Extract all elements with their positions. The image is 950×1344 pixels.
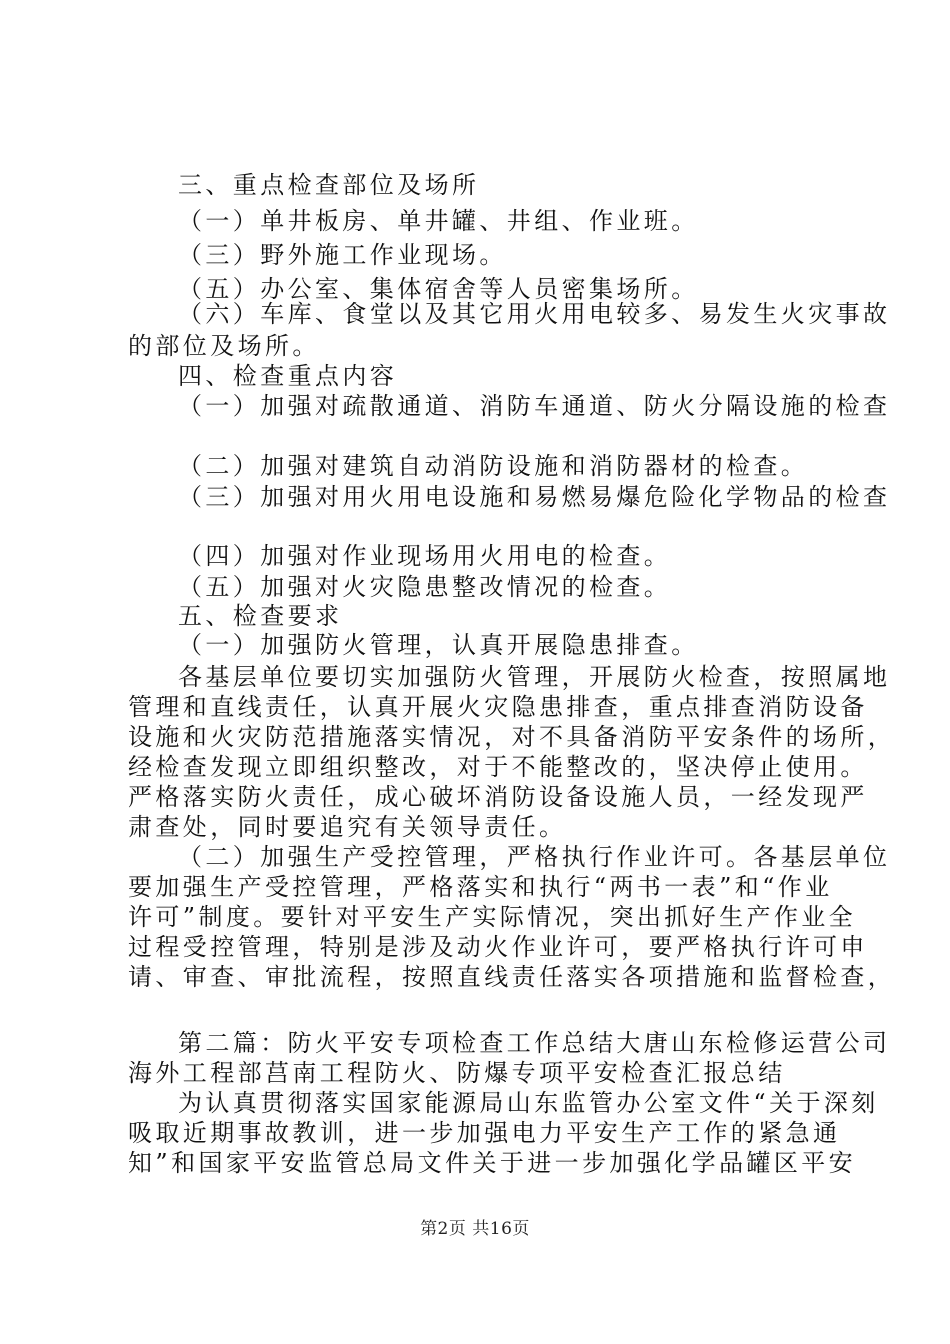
text-line: （三）加强对用火用电设施和易燃易爆危险化学物品的检查	[178, 483, 891, 511]
text-line: （二）加强生产受控管理，严格执行作业许可。各基层单位	[178, 843, 891, 871]
text-line: 要加强生产受控管理，严格落实和执行“两书一表”和“作业	[128, 873, 833, 901]
text-line: 请、审查、审批流程，按照直线责任落实各项措施和监督检查，	[128, 963, 896, 991]
text-line: 各基层单位要切实加强防火管理，开展防火检查，按照属地	[178, 663, 891, 691]
text-line: （五）办公室、集体宿舍等人员密集场所。	[178, 275, 699, 303]
text-line: （五）加强对火灾隐患整改情况的检查。	[178, 573, 672, 601]
text-line: 严格落实防火责任，成心破坏消防设备设施人员，一经发现严	[128, 783, 868, 811]
text-line: 管理和直线责任，认真开展火灾隐患排查，重点排查消防设备	[128, 693, 868, 721]
text-line: 吸取近期事故教训，进一步加强电力平安生产工作的紧急通	[128, 1119, 841, 1147]
text-line: 许可”制度。要针对平安生产实际情况，突出抓好生产作业全	[128, 903, 857, 931]
text-line: 为认真贯彻落实国家能源局山东监管办公室文件“关于深刻	[178, 1089, 879, 1117]
chapter-title-part-two: 第二篇：防火平安专项检查工作总结大唐山东检修运营公司	[178, 1029, 891, 1057]
text-line: （一）单井板房、单井罐、井组、作业班。	[178, 207, 699, 235]
text-line: （四）加强对作业现场用火用电的检查。	[178, 542, 672, 570]
section-heading-inspection-requirements: 五、检查要求	[178, 602, 343, 630]
text-line: （二）加强对建筑自动消防设施和消防器材的检查。	[178, 452, 809, 480]
page-number-footer: 第2页 共16页	[420, 1219, 530, 1239]
text-line: 肃查处，同时要追究有关领导责任。	[128, 813, 567, 841]
text-line: 过程受控管理，特别是涉及动火作业许可，要严格执行许可申	[128, 933, 868, 961]
text-line: （六）车库、食堂以及其它用火用电较多、易发生火灾事故	[178, 300, 891, 328]
text-line: 的部位及场所。	[128, 332, 320, 360]
text-line: 设施和火灾防范措施落实情况，对不具备消防平安条件的场所，	[128, 723, 896, 751]
text-line: （一）加强对疏散通道、消防车通道、防火分隔设施的检查	[178, 392, 891, 420]
text-line: 经检查发现立即组织整改，对于不能整改的，坚决停止使用。	[128, 753, 868, 781]
text-line: （一）加强防火管理，认真开展隐患排查。	[178, 631, 699, 659]
chapter-title-continuation: 海外工程部莒南工程防火、防爆专项平安检查汇报总结	[128, 1059, 786, 1087]
text-line: （三）野外施工作业现场。	[178, 241, 507, 269]
section-heading-inspection-sites: 三、重点检查部位及场所	[178, 171, 480, 199]
text-line: 知”和国家平安监管总局文件关于进一步加强化学品罐区平安	[128, 1149, 857, 1177]
section-heading-inspection-content: 四、检查重点内容	[178, 362, 398, 390]
